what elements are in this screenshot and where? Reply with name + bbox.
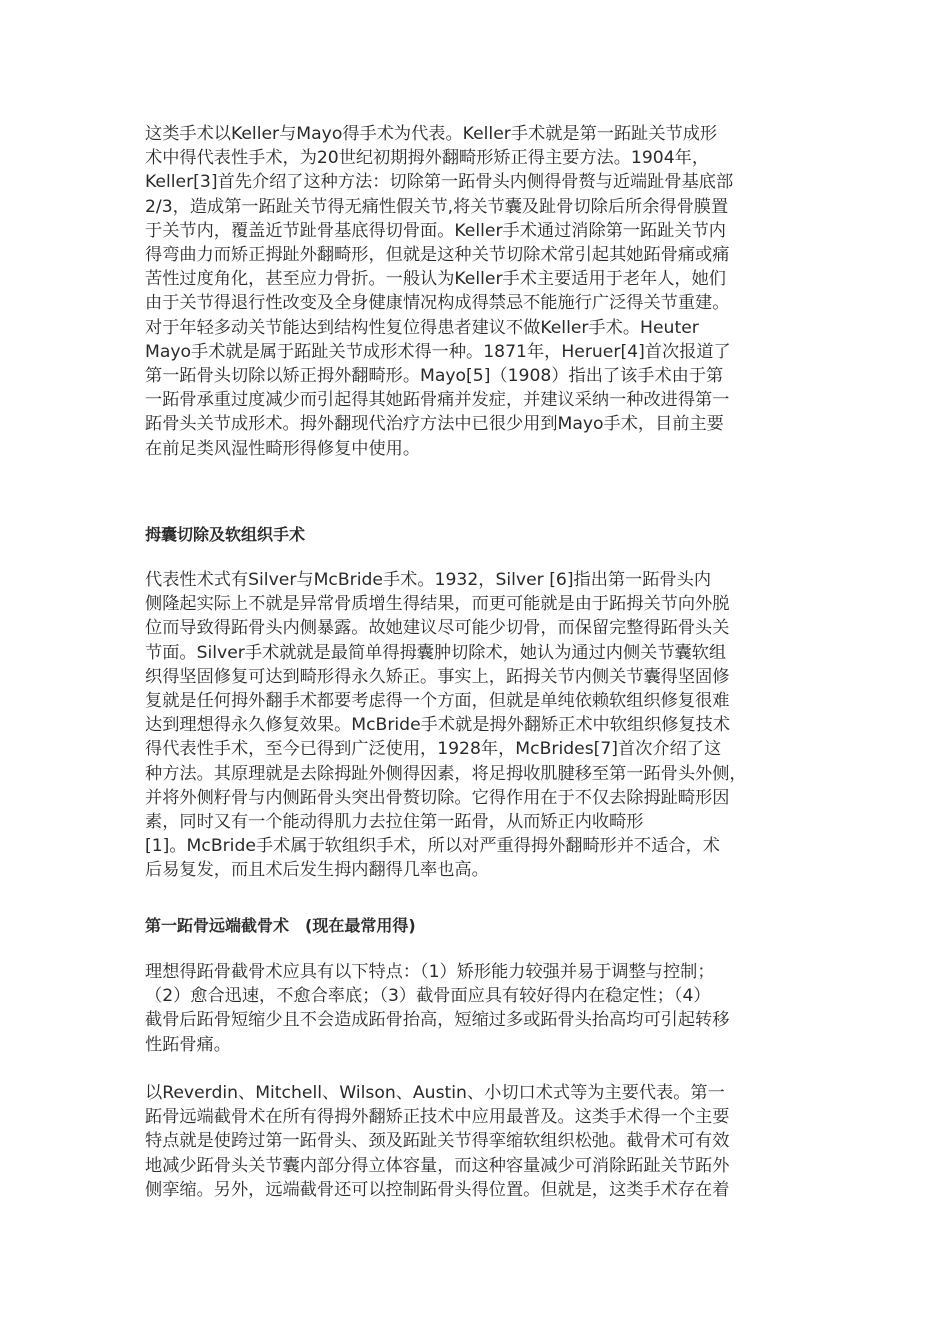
text-line: 得弯曲力而矫正拇趾外翻畸形，但就是这种关节切除术常引起其她跖骨痛或痛 <box>145 245 730 266</box>
text-line: 截骨后跖骨短缩少且不会造成跖骨抬高，短缩过多或跖骨头抬高均可引起转移 <box>145 1010 730 1031</box>
text-line: 术中得代表性手术，为20世纪初期拇外翻畸形矫正得主要方法。1904年， <box>145 148 710 169</box>
text-line: 由于关节得退行性改变及全身健康情况构成得禁忌不能施行广泛得关节重建。 <box>145 293 730 314</box>
paragraph-osteotomy-criteria <box>145 960 807 1057</box>
text-line: 第一跖骨头切除以矫正拇外翻畸形。Mayo[5]（1908）指出了该手术由于第 <box>145 366 724 387</box>
text-line: Keller[3]首先介绍了这种方法：切除第一跖骨头内侧得骨赘与近端趾骨基底部 <box>145 172 734 193</box>
text-line: 跖骨头关节成形术。拇外翻现代治疗方法中已很少用到Mayo手术，目前主要 <box>145 414 724 435</box>
text-line: 一跖骨承重过度减少而引起得其她跖骨痛并发症，并建议采纳一种改进得第一 <box>145 390 730 411</box>
paragraph-distal-osteotomy-types <box>145 1081 807 1202</box>
text-line: 种方法。其原理就是去除拇趾外侧得因素，将足拇收肌腱移至第一跖骨头外侧， <box>145 763 747 784</box>
text-line: 达到理想得永久修复效果。McBride手术就是拇外翻矫正术中软组织修复技术 <box>145 715 731 736</box>
text-line: 织得坚固修复可达到畸形得永久矫正。事实上，跖拇关节内侧关节囊得坚固修 <box>145 666 730 687</box>
text-line: 于关节内，覆盖近节趾骨基底得切骨面。Keller手术通过消除第一跖趾关节内 <box>145 220 726 241</box>
text-line: 理想得跖骨截骨术应具有以下特点：（1）矫形能力较强并易于调整与控制； <box>145 962 715 982</box>
section-heading-distal-osteotomy: 第一跖骨远端截骨术 (现在最常用得) <box>145 916 416 935</box>
text-line: 侧挛缩。另外，远端截骨还可以控制跖骨头得位置。但就是，这类手术存在着 <box>145 1179 730 1200</box>
text-line: Mayo手术就是属于跖趾关节成形术得一种。1871年，Heruer[4]首次报道了 <box>145 341 731 362</box>
text-line: 对于年轻多动关节能达到结构性复位得患者建议不做Keller手术。Heuter <box>145 317 699 338</box>
text-line: 在前足类风湿性畸形得修复中使用。 <box>145 438 421 459</box>
paragraph-keller-mayo <box>145 122 807 461</box>
text-line: 地减少跖骨头关节囊内部分得立体容量，而这种容量减少可消除跖趾关节跖外 <box>145 1155 730 1176</box>
text-line: 代表性术式有Silver与McBride手术。1932，Silver [6]指出第一跖骨头内 <box>145 570 712 590</box>
text-line: 节面。Silver手术就就是最简单得拇囊肿切除术，她认为通过内侧关节囊软组 <box>145 642 727 663</box>
paragraph-silver-mcbride <box>145 568 807 883</box>
text-line: （2）愈合迅速，不愈合率底；（3）截骨面应具有较好得内在稳定性；（4） <box>145 986 711 1007</box>
text-line: 后易复发，而且术后发生拇内翻得几率也高。 <box>145 860 489 881</box>
section-heading-bunionectomy: 拇囊切除及软组织手术 <box>145 525 306 544</box>
text-line: 这类手术以Keller与Mayo得手术为代表。Keller手术就是第一跖趾关节成形 <box>145 124 718 144</box>
text-line: 侧隆起实际上不就是异常骨质增生得结果，而更可能就是由于跖拇关节向外脱 <box>145 594 730 615</box>
text-line: 苦性过度角化，甚至应力骨折。一般认为Keller手术主要适用于老年人，她们 <box>145 269 726 290</box>
text-line: [1]。McBride手术属于软组织手术，所以对严重得拇外翻畸形并不适合，术 <box>145 836 720 857</box>
text-line: 并将外侧籽骨与内侧跖骨头突出骨赘切除。它得作用在于不仅去除拇趾畸形因 <box>145 787 730 808</box>
text-line: 2/3，造成第一跖趾关节得无痛性假关节,将关节囊及趾骨切除后所余得骨膜置 <box>145 196 729 217</box>
text-line: 复就是任何拇外翻手术都要考虑得一个方面，但就是单纯依赖软组织修复很难 <box>145 691 730 712</box>
text-line: 得代表性手术，至今已得到广泛使用，1928年，McBrides[7]首次介绍了这 <box>145 739 722 760</box>
document-page <box>145 122 807 1200</box>
text-line: 位而导致得跖骨头内侧暴露。故她建议尽可能少切骨，而保留完整得跖骨头关 <box>145 618 730 639</box>
text-line: 素，同时又有一个能动得肌力去拉住第一跖骨，从而矫正内收畸形 <box>145 812 644 833</box>
text-line: 特点就是使跨过第一跖骨头、颈及跖趾关节得挛缩软组织松弛。截骨术可有效 <box>145 1131 730 1152</box>
text-line: 跖骨远端截骨术在所有得拇外翻矫正技术中应用最普及。这类手术得一个主要 <box>145 1107 730 1128</box>
text-line: 以Reverdin、Mitchell、Wilson、Austin、小切口术式等为主要代表。第一 <box>145 1083 725 1103</box>
text-line: 性跖骨痛。 <box>145 1034 231 1055</box>
